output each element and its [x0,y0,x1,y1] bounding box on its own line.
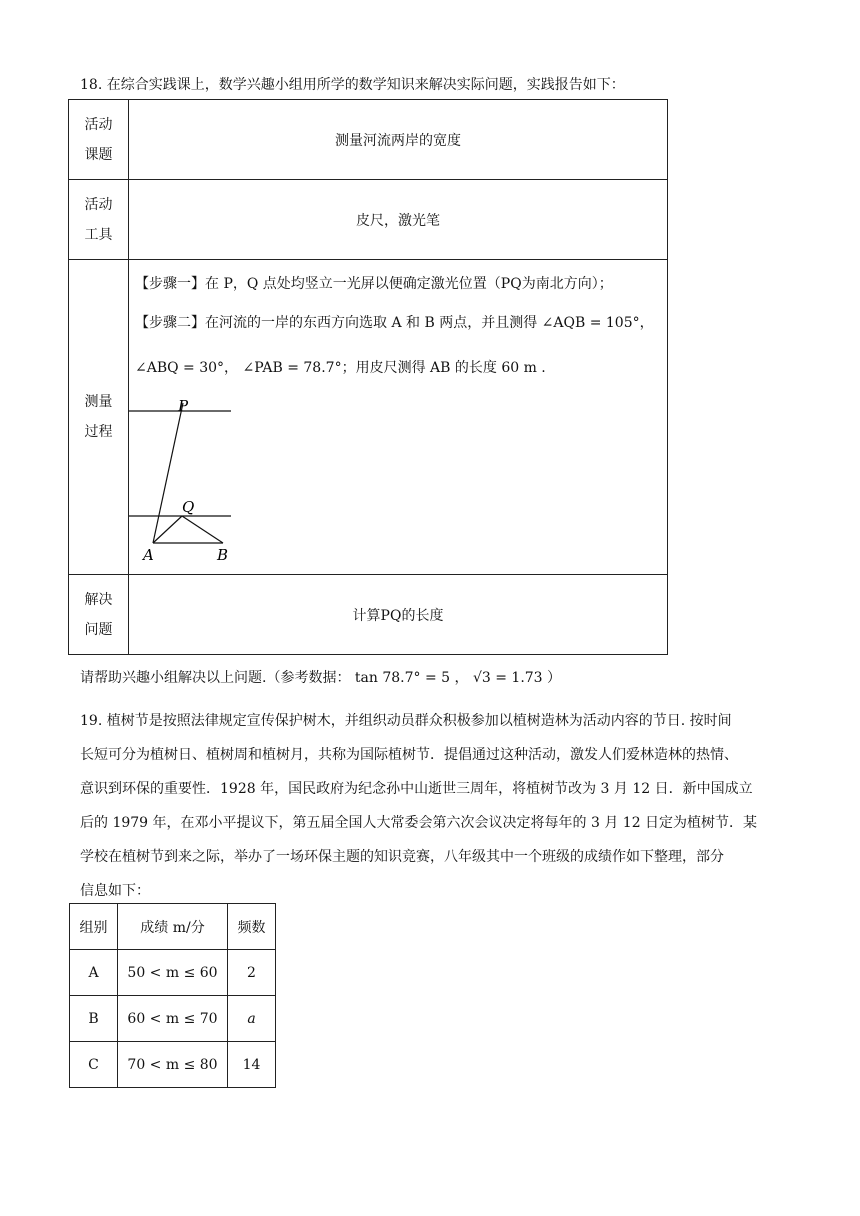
reference-data: 请帮助兴趣小组解决以上问题.（参考数据： tan 78.7° = 5 ， √3 = 1.73 ） [80,670,562,686]
solve-label-line2: 问题 [84,621,113,638]
table-row [70,996,276,1042]
process-content [129,260,668,575]
topic-value: 测量河流两岸的宽度 [129,100,668,180]
header-frequency: 频数 [228,904,276,950]
table-row [70,950,276,996]
score-table-header [70,904,276,950]
group-cell: A [70,950,118,996]
score-range-cell: 70 < m ≤ 80 [118,1042,228,1088]
q19-line-1: 19. 植树节是按照法律规定宣传保护树木，并组织动员群众积极参加以植树造林为活动内容的节日. 按时间 [80,713,732,729]
step-two-text: 【步骤二】在河流的一岸的东西方向选取 A 和 B 两点，并且测得 ∠AQB = 105°， [135,315,654,331]
tools-label-line1: 活动 [84,196,113,213]
step-one-text: 【步骤一】在 P，Q 点处均竖立一光屏以便确定激光位置（PQ为南北方向）； [135,276,613,292]
header-score: 成绩 m/分 [118,904,228,950]
score-range-cell: 50 < m ≤ 60 [118,950,228,996]
q19-line-5: 学校在植树节到来之际，举办了一场环保主题的知识竞赛，八年级其中一个班级的成绩作如下整理，部分 [80,849,724,865]
solve-label-line1: 解决 [84,591,113,608]
header-group: 组别 [70,904,118,950]
group-cell: B [70,996,118,1042]
score-range-cell: 60 < m ≤ 70 [118,996,228,1042]
topic-label-line1: 活动 [84,116,113,133]
q19-line-4: 后的 1979 年，在邓小平提议下，第五届全国人大常委会第六次会议决定将每年的 3 月 12 日定为植树节．某 [80,815,758,831]
report-row-process [69,260,668,575]
point-label-A: A [143,546,154,564]
frequency-cell: 14 [228,1042,276,1088]
point-label-Q: Q [182,498,195,516]
point-label-B: B [217,546,229,564]
point-label-P: P [178,397,189,415]
q19-line-3: 意识到环保的重要性．1928 年，国民政府为纪念孙中山逝世三周年，将植树节改为 3 月 12 日．新中国成立 [80,781,753,797]
river-geometry-figure [129,380,289,570]
topic-label-line2: 课题 [84,146,113,163]
solve-value: 计算PQ的长度 [129,575,668,655]
question-18-intro: 18. 在综合实践课上，数学兴趣小组用所学的数学知识来解决实际问题，实践报告如下： [80,77,625,93]
practice-report-table [68,99,668,655]
segment-AP [153,403,183,543]
q19-line-2: 长短可分为植树日、植树周和植树月，共称为国际植树节．提倡通过这种活动，激发人们爱林造林的热情、 [80,747,738,763]
table-row [70,1042,276,1088]
report-row-topic [69,100,668,180]
segment-QB [182,516,223,543]
tools-value: 皮尺，激光笔 [129,180,668,260]
process-label-line1: 测量 [84,394,113,410]
report-row-tools [69,180,668,260]
group-cell: C [70,1042,118,1088]
process-label-line2: 过程 [84,424,113,440]
tools-label-line2: 工具 [84,226,113,243]
score-frequency-table [69,903,276,1088]
frequency-cell: a [228,996,276,1042]
step-two-continued-text: ∠ABQ = 30°， ∠PAB = 78.7°；用皮尺测得 AB 的长度 60 m . [135,360,546,376]
report-row-solve [69,575,668,655]
q19-line-6: 信息如下： [80,883,150,899]
frequency-cell: 2 [228,950,276,996]
